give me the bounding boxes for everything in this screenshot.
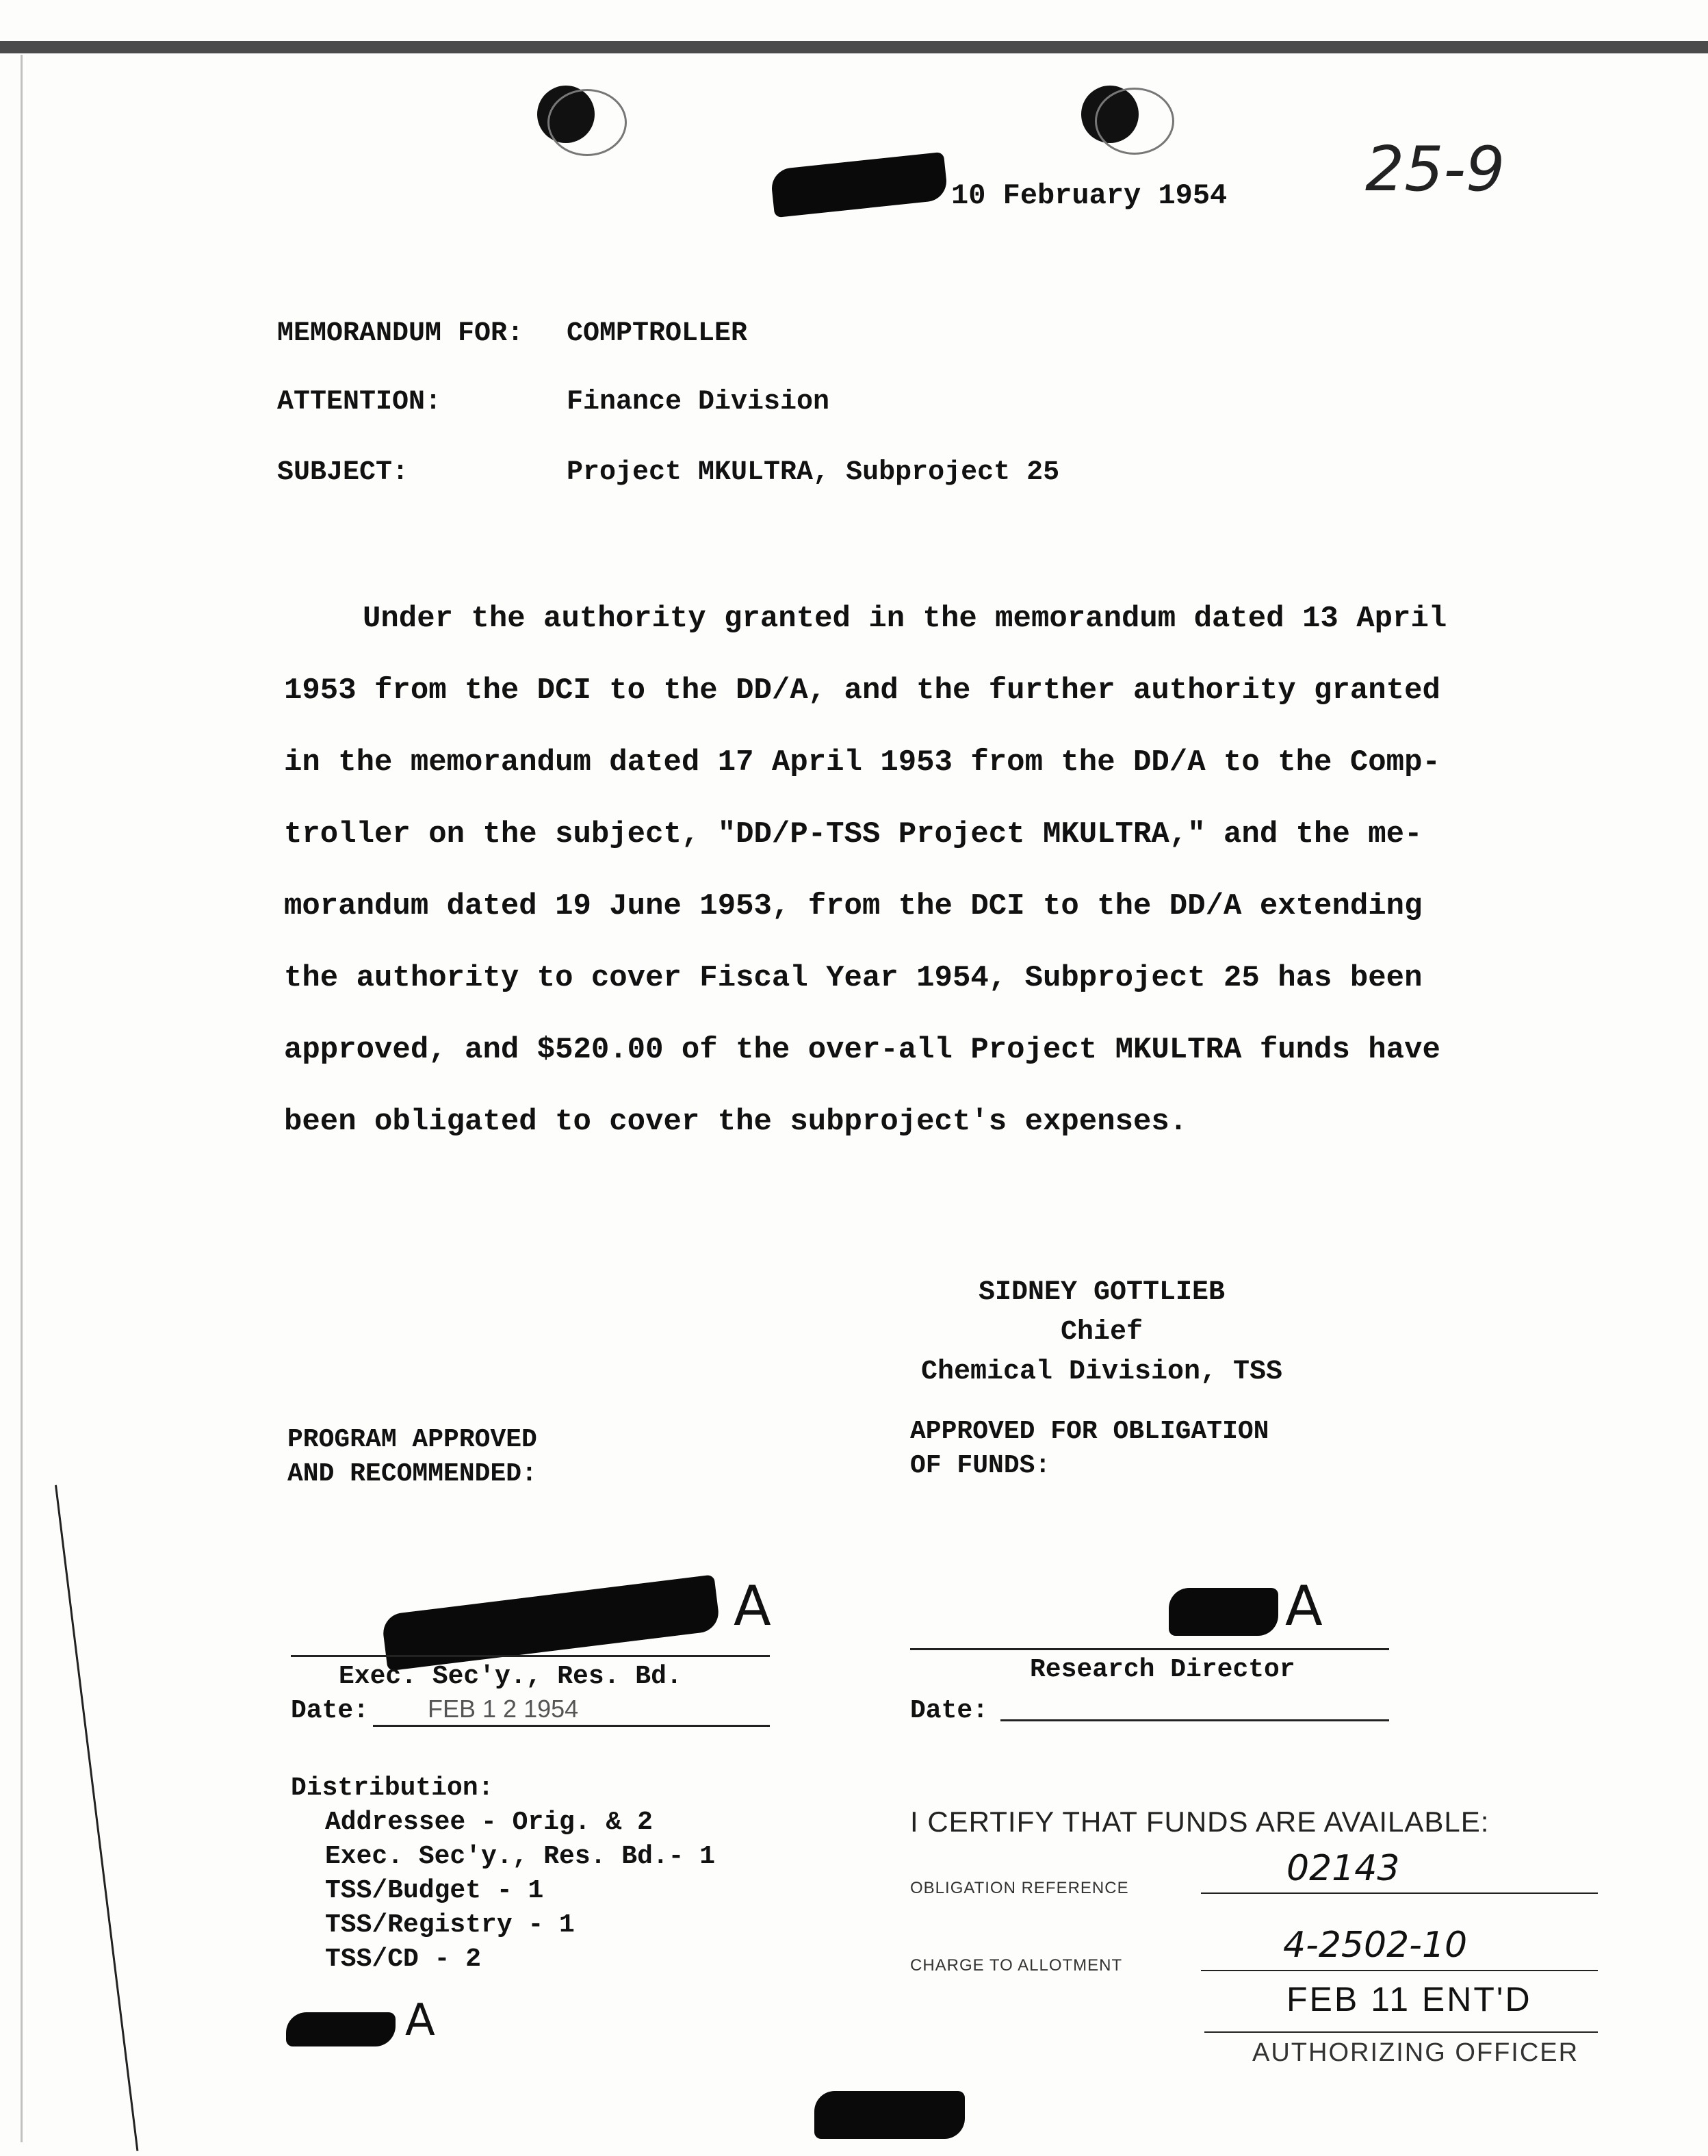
signer-division: Chemical Division, TSS	[920, 1357, 1283, 1387]
distribution-item: TSS/Budget - 1	[325, 1876, 544, 1905]
program-approved-label: PROGRAM APPROVED	[287, 1425, 537, 1454]
body-line: Under the authority granted in the memorandum dated 13 April	[363, 602, 1447, 636]
subject-value: Project MKULTRA, Subproject 25	[567, 457, 1060, 488]
redaction-header	[770, 152, 948, 218]
bottom-handwritten-initial: A	[405, 1995, 435, 2046]
subject-label: SUBJECT:	[277, 457, 409, 488]
right-signer-title: Research Director	[1030, 1655, 1295, 1684]
distribution-item: TSS/CD - 2	[325, 1945, 482, 1974]
funds-certification: I CERTIFY THAT FUNDS ARE AVAILABLE:	[910, 1806, 1490, 1838]
signature-block	[910, 1273, 1293, 1392]
attention-label: ATTENTION:	[277, 387, 442, 418]
body-line: the authority to cover Fiscal Year 1954, Subproject 25 has been	[284, 961, 1423, 995]
body-line: troller on the subject, "DD/P-TSS Project MKULTRA," and the me-	[284, 817, 1423, 851]
left-date-stamp: FEB 1 2 1954	[428, 1695, 579, 1723]
distribution-list	[291, 1771, 715, 1977]
right-date-rule	[1000, 1719, 1389, 1721]
body-line: in the memorandum dated 17 April 1953 from the DD/A to the Comp-	[284, 745, 1440, 780]
and-recommended-label: AND RECOMMENDED:	[287, 1459, 537, 1489]
charge-to-allotment-label: CHARGE TO ALLOTMENT	[910, 1956, 1123, 1975]
body-line: approved, and $520.00 of the over-all Project MKULTRA funds have	[284, 1033, 1440, 1067]
left-signature-rule	[291, 1655, 770, 1657]
distribution-item: Exec. Sec'y., Res. Bd.- 1	[325, 1842, 716, 1871]
memo-body	[284, 583, 1447, 1158]
body-line: morandum dated 19 June 1953, from the DCI to the DD/A extending	[284, 889, 1423, 923]
left-date-rule	[373, 1725, 770, 1727]
signer-name: SIDNEY GOTTLIEB	[978, 1277, 1226, 1308]
distribution-heading: Distribution:	[291, 1773, 494, 1803]
body-line: 1953 from the DCI to the DD/A, and the further authority granted	[284, 673, 1440, 708]
charge-rule	[1201, 1970, 1598, 1971]
obligation-rule	[1201, 1892, 1598, 1894]
left-signer-title: Exec. Sec'y., Res. Bd.	[339, 1662, 682, 1691]
authorizing-officer-rule	[1204, 2031, 1598, 2033]
scan-top-edge	[0, 41, 1708, 53]
margin-pen-line	[55, 1485, 138, 2151]
redaction-right-signature	[1169, 1588, 1278, 1636]
punch-hole-left-ring	[547, 89, 627, 156]
scan-left-edge	[21, 55, 23, 2142]
left-handwritten-initial: A	[734, 1574, 771, 1638]
charge-to-allotment-value: 4-2502-10	[1283, 1925, 1468, 1966]
approved-for-obligation-label: APPROVED FOR OBLIGATION	[910, 1417, 1269, 1446]
left-date-label: Date:	[291, 1696, 370, 1725]
memo-for-value: COMPTROLLER	[567, 318, 748, 349]
distribution-item: Addressee - Orig. & 2	[325, 1808, 653, 1837]
right-handwritten-initial: A	[1285, 1574, 1323, 1638]
attention-value: Finance Division	[567, 387, 830, 418]
obligation-reference-value: 02143	[1286, 1848, 1400, 1889]
authorizing-officer-label: AUTHORIZING OFFICER	[1252, 2038, 1579, 2067]
memo-date: 10 February 1954	[951, 179, 1228, 212]
right-signature-rule	[910, 1648, 1389, 1650]
handwritten-file-number: 25-9	[1365, 133, 1505, 205]
body-line: been obligated to cover the subproject's expenses.	[284, 1105, 1188, 1139]
of-funds-label: OF FUNDS:	[910, 1451, 1051, 1480]
redaction-bottom-center	[814, 2091, 965, 2139]
entered-date-stamp: FEB 11 ENT'D	[1286, 1980, 1532, 2018]
punch-hole-right-ring	[1095, 88, 1174, 155]
signer-title: Chief	[1060, 1317, 1143, 1348]
obligation-reference-label: OBLIGATION REFERENCE	[910, 1879, 1129, 1897]
right-date-label: Date:	[910, 1696, 989, 1725]
distribution-item: TSS/Registry - 1	[325, 1910, 575, 1940]
redaction-bottom-left	[286, 2012, 396, 2046]
memo-for-label: MEMORANDUM FOR:	[277, 318, 524, 349]
